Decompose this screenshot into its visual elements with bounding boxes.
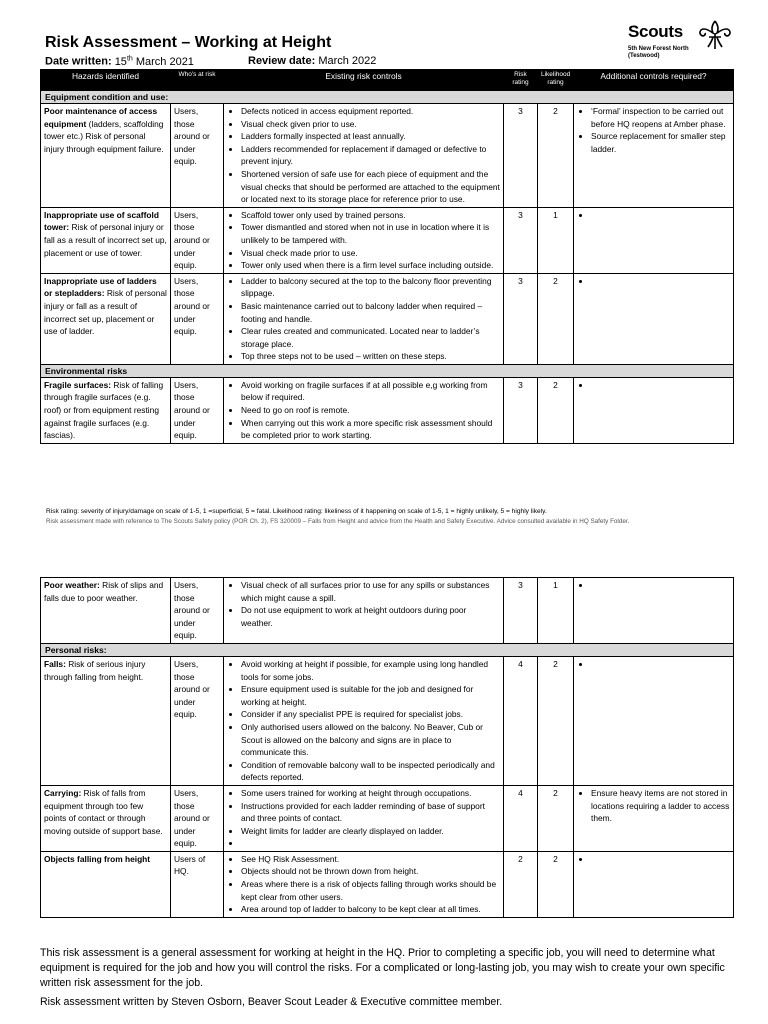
date-written-label: Date written: <box>45 55 112 68</box>
control-item: • Clear rules created and communicated. Located near to ladder’s storage place. <box>241 325 500 350</box>
header-risk-rating: Risk rating <box>504 70 538 91</box>
control-item: • Visual check given prior to use. <box>241 118 500 131</box>
hazard-row <box>41 785 734 851</box>
header-hazards: Hazards identified <box>41 70 171 91</box>
additional-controls-cell <box>574 104 734 208</box>
hazard-description: Risk of personal injury or fall as a result of incorrect set up, placement or use of tower. <box>44 222 167 258</box>
section-title: Equipment condition and use: <box>41 91 734 104</box>
control-item: • Condition of removable balcony wall to be inspected periodically and defects reported. <box>241 759 500 784</box>
hazard-title: Poor maintenance of access equipment <box>44 106 158 129</box>
hazard-row <box>41 656 734 785</box>
date-written <box>45 55 194 68</box>
controls-list <box>227 209 500 272</box>
who-at-risk-cell: Users, those around or under equip. <box>171 104 224 208</box>
additional-control-item <box>591 209 730 222</box>
hazard-description: Risk of serious injury through falling from height. <box>44 658 146 682</box>
control-item: • Ladders formally inspected at least annually. <box>241 130 500 143</box>
hazard-row <box>41 207 734 273</box>
additional-controls-cell <box>574 785 734 851</box>
additional-controls-cell <box>574 273 734 364</box>
logo-group-line2: (Testwood) <box>628 53 660 59</box>
section-header-row <box>41 91 734 104</box>
hazard-row <box>41 104 734 208</box>
control-item: • Need to go on roof is remote. <box>241 404 500 417</box>
hazard-cell <box>41 578 171 644</box>
scouts-logo <box>628 20 738 70</box>
control-item: • Avoid working on fragile surfaces if at all possible e,g working from below if required. <box>241 379 500 404</box>
additional-control-item: • Source replacement for smaller step ladder. <box>591 130 730 155</box>
hazard-description: Risk of falls from equipment through too few points of contact or through moving outside of support base. <box>44 787 163 836</box>
additional-controls-list <box>577 579 730 592</box>
control-item: • Ladders recommended for replacement if damaged or defective to prevent injury. <box>241 143 500 168</box>
controls-list <box>227 579 500 629</box>
risk-rating-cell: 3 <box>504 377 538 443</box>
control-item: • See HQ Risk Assessment. <box>241 853 500 866</box>
likelihood-rating-cell: 2 <box>538 273 574 364</box>
likelihood-rating-cell: 2 <box>538 851 574 917</box>
additional-control-item: • Ensure heavy items are not stored in locations requiring a ladder to access them. <box>591 787 730 825</box>
existing-controls-cell <box>224 656 504 785</box>
control-item: • Top three steps not to be used – written on these steps. <box>241 350 500 363</box>
controls-list <box>227 853 500 916</box>
control-item: • Tower dismantled and stored when not in use in location where it is unlikely to be tampered with. <box>241 221 500 246</box>
hazard-cell <box>41 851 171 917</box>
hazard-row <box>41 273 734 364</box>
likelihood-rating-cell: 1 <box>538 578 574 644</box>
review-date <box>248 55 376 67</box>
additional-control-item <box>591 379 730 392</box>
control-item: • When carrying out this work a more specific risk assessment should be completed prior to work starting. <box>241 417 500 442</box>
hazard-title: Poor weather: <box>44 580 100 590</box>
additional-control-item <box>591 579 730 592</box>
control-item: • Weight limits for ladder are clearly displayed on ladder. <box>241 825 500 838</box>
additional-control-item <box>591 275 730 288</box>
rating-note: Risk rating: severity of injury/damage on scale of 1-5, 1 =superficial, 5 = fatal. Likelihood rating: likeliness of it happening on scale of 1-5, 1 = highly unlikely, 5 = highly likely. <box>46 508 547 515</box>
additional-controls-list <box>577 379 730 392</box>
footer-author: Risk assessment written by Steven Osborn, Beaver Scout Leader & Executive committee member. <box>40 996 503 1008</box>
risk-rating-cell: 3 <box>504 207 538 273</box>
additional-controls-list <box>577 209 730 222</box>
control-item: • Instructions provided for each ladder reminding of base of support and three points of contact. <box>241 800 500 825</box>
control-item: • Avoid working at height if possible, for example using long handled tools for some jobs. <box>241 658 500 683</box>
control-item: • Do not use equipment to work at height outdoors during poor weather. <box>241 604 500 629</box>
controls-list <box>227 658 500 784</box>
hazard-cell <box>41 785 171 851</box>
header-likelihood-rating: Likelihood rating <box>538 70 574 91</box>
who-at-risk-cell: Users, those around or under equip. <box>171 656 224 785</box>
hazard-cell <box>41 377 171 443</box>
section-header-row <box>41 643 734 656</box>
logo-wordmark: Scouts <box>628 22 683 41</box>
additional-controls-list <box>577 105 730 155</box>
additional-controls-list <box>577 658 730 671</box>
additional-controls-cell <box>574 851 734 917</box>
who-at-risk-cell: Users, those around or under equip. <box>171 273 224 364</box>
hazard-description: Risk of slips and falls due to poor weather. <box>44 580 164 603</box>
review-date-value: March 2022 <box>318 55 377 67</box>
existing-controls-cell <box>224 578 504 644</box>
likelihood-rating-cell: 2 <box>538 377 574 443</box>
control-item: • Visual check made prior to use. <box>241 247 500 260</box>
control-item <box>241 837 500 850</box>
hazard-row <box>41 578 734 644</box>
logo-group-name <box>628 46 689 60</box>
control-item: • Area around top of ladder to balcony to be kept clear at all times. <box>241 903 500 916</box>
fleur-de-lis-icon <box>698 20 732 50</box>
existing-controls-cell <box>224 851 504 917</box>
risk-rating-cell: 4 <box>504 785 538 851</box>
risk-rating-cell: 3 <box>504 273 538 364</box>
additional-controls-cell <box>574 578 734 644</box>
risk-rating-cell: 2 <box>504 851 538 917</box>
section-title: Environmental risks <box>41 364 734 377</box>
header-who-at-risk: Who's at risk <box>171 70 224 91</box>
existing-controls-cell <box>224 785 504 851</box>
review-date-label: Review date: <box>248 55 316 67</box>
reference-note: Risk assessment made with reference to The Scouts Safety policy (POR Ch. 2), FS 320009 – Falls from Height and advice from the Health and Safety Executive. Advice consulted available in HQ Safety Folder. <box>46 518 630 525</box>
likelihood-rating-cell: 2 <box>538 656 574 785</box>
additional-controls-list <box>577 787 730 825</box>
section-header-row <box>41 364 734 377</box>
who-at-risk-cell: Users, those around or under equip. <box>171 377 224 443</box>
risk-table-page1 <box>40 69 734 444</box>
control-item: • Ladder to balcony secured at the top to the balcony floor preventing slippage. <box>241 275 500 300</box>
existing-controls-cell <box>224 377 504 443</box>
risk-rating-cell: 3 <box>504 578 538 644</box>
control-item: • Basic maintenance carried out to balcony ladder when required – footing and handle. <box>241 300 500 325</box>
date-written-value: 15th March 2021 <box>114 55 194 68</box>
likelihood-rating-cell: 2 <box>538 785 574 851</box>
additional-controls-list <box>577 275 730 288</box>
additional-controls-cell <box>574 656 734 785</box>
logo-group-line1: 5th New Forest North <box>628 46 689 52</box>
control-item: • Defects noticed in access equipment reported. <box>241 105 500 118</box>
hazard-title: Falls: <box>44 658 66 669</box>
additional-controls-cell <box>574 207 734 273</box>
hazard-cell <box>41 207 171 273</box>
hazard-description: Risk of personal injury or fall as a result of incorrect set up, placement or use of ladder. <box>44 288 167 337</box>
controls-list <box>227 379 500 442</box>
hazard-row <box>41 851 734 917</box>
risk-rating-cell: 3 <box>504 104 538 208</box>
additional-controls-list <box>577 853 730 866</box>
additional-control-item <box>591 853 730 866</box>
hazard-cell <box>41 656 171 785</box>
control-item: • Shortened version of safe use for each piece of equipment and the visual checks that should be performed are attached to the equipment or located next to its storage place for reference prior to use. <box>241 168 500 206</box>
hazard-title: Objects falling from height <box>44 853 151 864</box>
header-additional-controls: Additional controls required? <box>574 70 734 91</box>
control-item: • Objects should not be thrown down from height. <box>241 865 500 878</box>
controls-list <box>227 105 500 206</box>
who-at-risk-cell: Users of HQ. <box>171 851 224 917</box>
section-title: Personal risks: <box>41 643 734 656</box>
hazard-cell <box>41 273 171 364</box>
hazard-title: Inappropriate use of ladders or stepladders: <box>44 275 157 299</box>
who-at-risk-cell: Users, those around or under equip. <box>171 578 224 644</box>
control-item: • Some users trained for working at height through occupations. <box>241 787 500 800</box>
control-item: • Ensure equipment used is suitable for the job and designed for working at height. <box>241 683 500 708</box>
risk-rating-cell: 4 <box>504 656 538 785</box>
existing-controls-cell <box>224 273 504 364</box>
likelihood-rating-cell: 2 <box>538 104 574 208</box>
existing-controls-cell <box>224 207 504 273</box>
control-item: • Consider if any specialist PPE is required for specialist jobs. <box>241 708 500 721</box>
control-item: • Areas where there is a risk of objects falling through works should be kept clear from other users. <box>241 878 500 903</box>
control-item: • Visual check of all surfaces prior to use for any spills or substances which might cause a spill. <box>241 579 500 604</box>
likelihood-rating-cell: 1 <box>538 207 574 273</box>
additional-controls-cell <box>574 377 734 443</box>
additional-control-item <box>591 658 730 671</box>
who-at-risk-cell: Users, those around or under equip. <box>171 785 224 851</box>
control-item: • Only authorised users allowed on the balcony. No Beaver, Cub or Scout is allowed on the balcony and signs are in place to communicate this. <box>241 721 500 759</box>
control-item: • Tower only used when there is a firm level surface including outside. <box>241 259 500 272</box>
control-item: • Scaffold tower only used by trained persons. <box>241 209 500 222</box>
header-existing-controls: Existing risk controls <box>224 70 504 91</box>
controls-list <box>227 275 500 363</box>
hazard-title: Carrying: <box>44 787 82 798</box>
hazard-title: Inappropriate use of scaffold tower: <box>44 209 159 233</box>
hazard-description: Risk of falling through fragile surfaces (e.g. roof) or from equipment resting against fragile surfaces (e.g. fascias). <box>44 379 164 441</box>
controls-list <box>227 787 500 850</box>
additional-control-item: • ‘Formal’ inspection to be carried out before HQ reopens at Amber phase. <box>591 105 730 130</box>
hazard-cell <box>41 104 171 208</box>
hazard-row <box>41 377 734 443</box>
hazard-title: Fragile surfaces: <box>44 379 112 390</box>
page-title: Risk Assessment – Working at Height <box>45 34 332 51</box>
hazard-description: (ladders, scaffolding tower etc.) Risk of personal injury through equipment failure. <box>44 118 164 154</box>
risk-table-page2 <box>40 577 734 918</box>
who-at-risk-cell: Users, those around or under equip. <box>171 207 224 273</box>
footer-paragraph: This risk assessment is a general assessment for working at height in the HQ. Prior to completing a specific job, you will need to determine what equipment is required for the job and how you will control the risks. For a complicated or long-lasting job, you may wish to create your own specific written risk assessment for the job. <box>40 947 725 989</box>
existing-controls-cell <box>224 104 504 208</box>
